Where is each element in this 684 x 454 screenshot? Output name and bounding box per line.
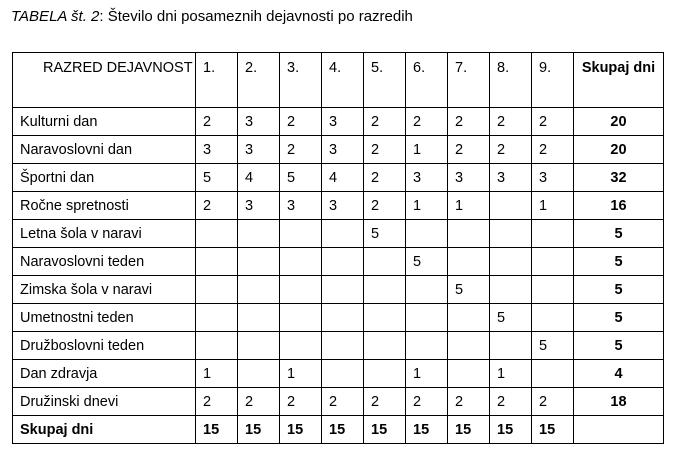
row-total: 18 [574,388,664,416]
grade-sum: 15 [280,416,322,444]
table-row [13,108,664,136]
activity-name: Kulturni dan [13,108,196,136]
grade-value [238,304,280,332]
grade-value: 2 [238,388,280,416]
row-total: 20 [574,108,664,136]
row-total: 5 [574,276,664,304]
grade-value [238,360,280,388]
grade-value: 3 [196,136,238,164]
grade-value: 5 [406,248,448,276]
grade-value [448,220,490,248]
grade-value [364,276,406,304]
grade-value: 3 [532,164,574,192]
sum-row [13,416,664,444]
grade-value [322,360,364,388]
grade-value: 3 [238,136,280,164]
corner-header: RAZRED DEJAVNOST [13,53,196,108]
grade-value: 1 [406,192,448,220]
grade-value: 2 [322,388,364,416]
grade-value: 2 [364,164,406,192]
grade-value: 1 [490,360,532,388]
grade-value [280,220,322,248]
grade-header: 6. [406,53,448,108]
grade-header: 4. [322,53,364,108]
grade-value [364,360,406,388]
grade-value: 2 [448,136,490,164]
grade-value: 3 [238,192,280,220]
grade-value: 3 [406,164,448,192]
grade-value: 3 [322,108,364,136]
table-row [13,304,664,332]
row-total: 16 [574,192,664,220]
grade-value [448,248,490,276]
grade-header: 1. [196,53,238,108]
grade-value: 3 [322,136,364,164]
grade-value [322,248,364,276]
row-total: 20 [574,136,664,164]
grade-header: 2. [238,53,280,108]
grade-value: 1 [406,360,448,388]
grade-value [406,332,448,360]
grade-value [364,332,406,360]
grade-value: 2 [532,108,574,136]
grade-value: 5 [490,304,532,332]
grade-value [448,332,490,360]
header-row [13,53,664,108]
grade-value: 1 [448,192,490,220]
grade-value: 3 [490,164,532,192]
grade-value: 2 [448,388,490,416]
grade-value: 3 [238,108,280,136]
grade-value [196,220,238,248]
activity-name: Dan zdravja [13,360,196,388]
grade-header: 8. [490,53,532,108]
grade-value: 2 [280,136,322,164]
grade-value [322,332,364,360]
grade-value [532,360,574,388]
grade-value [364,304,406,332]
grade-value: 2 [364,192,406,220]
caption-text: Število dni posameznih dejavnosti po razredih [107,8,413,25]
grade-value: 5 [280,164,322,192]
grade-value: 2 [196,108,238,136]
activity-name: Zimska šola v naravi [13,276,196,304]
grade-value: 2 [490,388,532,416]
grade-sum: 15 [322,416,364,444]
grade-value: 4 [238,164,280,192]
activity-name: Družboslovni teden [13,332,196,360]
activity-name: Družinski dnevi [13,388,196,416]
grade-value: 5 [532,332,574,360]
total-header: Skupaj dni [574,53,664,108]
grade-header: 7. [448,53,490,108]
grade-value [532,248,574,276]
grade-value: 1 [532,192,574,220]
grade-value: 1 [280,360,322,388]
grade-value [490,192,532,220]
grade-value: 2 [406,388,448,416]
grade-value: 3 [322,192,364,220]
grade-header: 9. [532,53,574,108]
grade-value: 2 [490,136,532,164]
grade-header: 3. [280,53,322,108]
row-total: 4 [574,360,664,388]
grade-value [490,332,532,360]
grade-value: 2 [532,136,574,164]
grade-value: 1 [406,136,448,164]
grade-value: 2 [532,388,574,416]
grade-value: 2 [196,192,238,220]
grade-value [196,276,238,304]
grade-value [490,276,532,304]
activity-name: Naravoslovni dan [13,136,196,164]
grade-value: 5 [364,220,406,248]
grade-header: 5. [364,53,406,108]
grade-value [448,360,490,388]
grade-value: 5 [448,276,490,304]
activity-name: Ročne spretnosti [13,192,196,220]
grade-value: 1 [196,360,238,388]
table-row [13,388,664,416]
grade-value [196,332,238,360]
grade-value [532,276,574,304]
grade-value [238,332,280,360]
activity-name: Letna šola v naravi [13,220,196,248]
grade-value: 4 [322,164,364,192]
grade-sum: 15 [364,416,406,444]
activities-table [12,52,664,444]
table-row [13,220,664,248]
grade-value [238,248,280,276]
grade-value: 3 [448,164,490,192]
table-row [13,332,664,360]
grade-value: 2 [196,388,238,416]
grade-value: 3 [280,192,322,220]
activity-name: Športni dan [13,164,196,192]
grade-value [448,304,490,332]
table-row [13,360,664,388]
grade-value: 2 [364,388,406,416]
grade-sum: 15 [196,416,238,444]
grade-value [196,304,238,332]
grade-value [406,304,448,332]
grade-value: 2 [406,108,448,136]
grade-value: 2 [280,108,322,136]
grade-value: 2 [448,108,490,136]
grand-total [574,416,664,444]
grade-sum: 15 [448,416,490,444]
grade-value [322,304,364,332]
grade-value: 2 [280,388,322,416]
activity-name: Umetnostni teden [13,304,196,332]
table-row [13,248,664,276]
table-caption [11,7,413,27]
grade-sum: 15 [238,416,280,444]
grade-value [406,276,448,304]
grade-value [532,220,574,248]
grade-value: 2 [490,108,532,136]
grade-value [406,220,448,248]
row-total: 5 [574,220,664,248]
row-total: 32 [574,164,664,192]
row-total: 5 [574,248,664,276]
grade-value [490,220,532,248]
grade-value [280,276,322,304]
grade-value [280,248,322,276]
grade-value [532,304,574,332]
grade-value [280,304,322,332]
grade-value: 2 [364,108,406,136]
grade-sum: 15 [532,416,574,444]
activity-name: Naravoslovni teden [13,248,196,276]
table-row [13,276,664,304]
caption-label: TABELA št. 2 [11,8,100,25]
grade-value [490,248,532,276]
grade-value [238,220,280,248]
row-total: 5 [574,304,664,332]
grade-sum: 15 [406,416,448,444]
grade-value [196,248,238,276]
row-total: 5 [574,332,664,360]
table-row [13,164,664,192]
grade-value [322,220,364,248]
table-row [13,136,664,164]
grade-value: 5 [196,164,238,192]
sum-label: Skupaj dni [13,416,196,444]
grade-value: 2 [364,136,406,164]
table-row [13,192,664,220]
caption-separator: : [99,8,108,25]
grade-value [364,248,406,276]
grade-value [238,276,280,304]
grade-value [322,276,364,304]
grade-value [280,332,322,360]
grade-sum: 15 [490,416,532,444]
